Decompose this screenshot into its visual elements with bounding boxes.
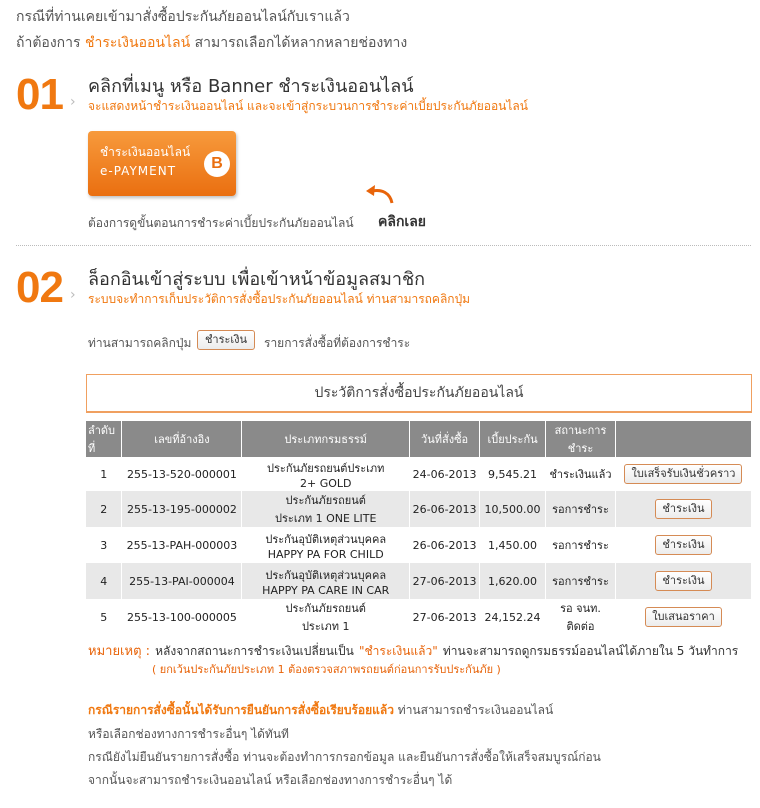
intro-highlight: ชำระเงินออนไลน์ <box>84 35 191 51</box>
chevron-right-icon: › <box>70 94 76 110</box>
row-date: 24-06-2013 <box>410 457 480 491</box>
row-action <box>615 527 751 563</box>
row-date: 26-06-2013 <box>410 491 480 527</box>
note-text-suffix: ท่านจะสามารถดูกรมธรรม์ออนไลน์ได้ภายใน 5 วันทำการ <box>442 644 739 658</box>
intro-prefix: ถ้าต้องการ <box>16 35 81 51</box>
intro-line-1: กรณีที่ท่านเคยเข้ามาสั่งซื้อประกันภัยออนไลน์กับเราแล้ว <box>16 9 350 25</box>
row-no: 1 <box>86 457 122 491</box>
row-premium: 10,500.00 <box>480 491 546 527</box>
row-type-line-2: 2+ GOLD <box>299 476 352 490</box>
row-type <box>242 527 410 563</box>
col-no: ลำดับที่ <box>86 421 122 457</box>
note <box>88 640 738 661</box>
instruction-prefix: ท่านสามารถคลิกปุ่ม <box>88 336 192 350</box>
steps-hint: ต้องการดูขั้นตอนการชำระค่าเบี้ยประกันภัยออนไลน์ <box>88 216 354 230</box>
pay-button[interactable]: ชำระเงิน <box>655 535 711 555</box>
row-status <box>546 599 616 635</box>
row-ref: 255-13-PAH-000003 <box>122 527 242 563</box>
row-type <box>242 599 410 635</box>
note-text-prefix: หลังจากสถานะการชำระเงินเปลี่ยนเป็น <box>155 644 354 658</box>
col-ref: เลขที่อ้างอิง <box>122 421 242 457</box>
instruction-suffix: รายการสั่งซื้อที่ต้องการชำระ <box>264 336 411 350</box>
row-type <box>242 457 410 491</box>
row-status-line-1: ชำระเงินแล้ว <box>549 468 612 481</box>
row-status <box>546 457 616 491</box>
row-action <box>615 491 751 527</box>
table-header-row <box>86 421 752 457</box>
table-row <box>86 491 752 527</box>
bottom-line-1-suffix: ท่านสามารถชำระเงินออนไลน์ <box>397 703 554 717</box>
row-action <box>615 599 751 635</box>
intro-suffix: สามารถเลือกได้หลากหลายช่องทาง <box>194 35 408 51</box>
pay-button-example[interactable]: ชำระเงิน <box>197 330 255 350</box>
row-date: 26-06-2013 <box>410 527 480 563</box>
row-premium: 1,620.00 <box>480 563 546 599</box>
note-subtext: ( ยกเว้นประกันภัยประเภท 1 ต้องตรวจสภาพรถยนต์ก่อนการรับประกันภัย ) <box>152 663 501 676</box>
row-no: 4 <box>86 563 122 599</box>
row-ref: 255-13-520-000001 <box>122 457 242 491</box>
click-now-link[interactable]: คลิกเลย <box>378 214 426 230</box>
row-type-line-1: ประกันอุบัติเหตุส่วนบุคคล <box>265 568 387 582</box>
row-premium: 24,152.24 <box>480 599 546 635</box>
row-date: 27-06-2013 <box>410 599 480 635</box>
curved-arrow-icon <box>364 183 396 209</box>
row-ref: 255-13-PAI-000004 <box>122 563 242 599</box>
table-row <box>86 599 752 635</box>
step-1-subtitle: จะแสดงหน้าชำระเงินออนไลน์ และจะเข้าสู่กระบวนการชำระค่าเบี้ยประกันภัยออนไลน์ <box>88 99 528 113</box>
table-row <box>86 527 752 563</box>
row-no: 3 <box>86 527 122 563</box>
pay-button[interactable]: ชำระเงิน <box>655 571 711 591</box>
row-type <box>242 491 410 527</box>
chevron-right-icon: › <box>70 287 76 303</box>
row-no: 5 <box>86 599 122 635</box>
banner-line-1: ชำระเงินออนไลน์ <box>100 145 191 159</box>
col-date: วันที่สั่งซื้อ <box>410 421 480 457</box>
step-2-number: 02 <box>16 263 63 312</box>
pay-button[interactable]: ชำระเงิน <box>655 499 711 519</box>
intro-line-2 <box>16 32 407 54</box>
row-ref: 255-13-100-000005 <box>122 599 242 635</box>
row-type-line-2: ประเภท 1 ONE LITE <box>275 512 377 525</box>
row-status-line-1: รอการชำระ <box>552 503 609 516</box>
step-1-title: คลิกที่เมนู หรือ Banner ชำระเงินออนไลน์ <box>88 76 414 97</box>
note-label: หมายเหตุ : <box>88 644 151 659</box>
row-type-line-1: ประกันอุบัติเหตุส่วนบุคคล <box>265 532 387 546</box>
table-row <box>86 457 752 491</box>
row-premium: 9,545.21 <box>480 457 546 491</box>
row-type <box>242 563 410 599</box>
step-1-number: 01 <box>16 70 63 119</box>
baht-coin-icon: B <box>204 151 230 177</box>
quotation-button[interactable]: ใบเสนอราคา <box>645 607 722 627</box>
row-ref: 255-13-195-000002 <box>122 491 242 527</box>
note-text-highlight: "ชำระเงินแล้ว" <box>358 644 438 658</box>
row-no: 2 <box>86 491 122 527</box>
bottom-line-2: หรือเลือกช่องทางการชำระอื่นๆ ได้ทันที <box>88 727 289 741</box>
order-history-table <box>86 421 752 635</box>
row-type-line-2: HAPPY PA CARE IN CAR <box>262 583 390 597</box>
bottom-line-1 <box>88 701 553 720</box>
row-status <box>546 491 616 527</box>
col-status: สถานะการชำระ <box>546 421 616 457</box>
section-divider <box>16 245 751 246</box>
row-date: 27-06-2013 <box>410 563 480 599</box>
row-type-line-2: HAPPY PA FOR CHILD <box>267 547 384 561</box>
bottom-line-4: จากนั้นจะสามารถชำระเงินออนไลน์ หรือเลือกช่องทางการชำระอื่นๆ ได้ <box>88 773 453 787</box>
row-status <box>546 563 616 599</box>
row-status-line-1: รอ จนท. <box>560 602 601 615</box>
step-2-title: ล็อกอินเข้าสู่ระบบ เพื่อเข้าหน้าข้อมูลสมาชิก <box>88 269 426 290</box>
col-premium: เบี้ยประกัน <box>480 421 546 457</box>
receipt-button[interactable]: ใบเสร็จรับเงินชั่วคราว <box>624 464 742 484</box>
row-status-line-1: รอการชำระ <box>552 575 609 588</box>
row-action <box>615 563 751 599</box>
row-type-line-1: ประกันภัยรถยนต์ <box>285 602 366 615</box>
row-status-line-2: ติดต่อ <box>566 620 595 633</box>
row-type-line-1: ประกันภัยรถยนต์ประเภท <box>267 461 385 475</box>
step-2-subtitle: ระบบจะทำการเก็บประวัติการสั่งซื้อประกันภัยออนไลน์ ท่านสามารถคลิกปุ่ม <box>88 292 471 306</box>
row-action <box>615 457 751 491</box>
row-type-line-1: ประกันภัยรถยนต์ <box>285 494 366 507</box>
order-history-title: ประวัติการสั่งซื้อประกันภัยออนไลน์ <box>87 375 751 412</box>
e-payment-banner[interactable] <box>88 131 236 196</box>
bottom-line-3: กรณียังไม่ยืนยันรายการสั่งซื้อ ท่านจะต้องทำการกรอกข้อมูล และยืนยันการสั่งซื้อให้เสร็จสมบูรณ์ก่อน <box>88 750 601 764</box>
table-row <box>86 563 752 599</box>
col-action <box>615 421 751 457</box>
bottom-highlight: กรณีรายการสั่งซื้อนั้นได้รับการยืนยันการสั่งซื้อเรียบร้อยแล้ว <box>88 703 394 717</box>
row-type-line-2: ประเภท 1 <box>301 620 350 633</box>
row-status <box>546 527 616 563</box>
banner-line-2: e-PAYMENT <box>100 164 177 178</box>
col-type: ประเภทกรมธรรม์ <box>242 421 410 457</box>
row-status-line-1: รอการชำระ <box>552 539 609 552</box>
order-history-panel <box>86 374 752 413</box>
row-premium: 1,450.00 <box>480 527 546 563</box>
